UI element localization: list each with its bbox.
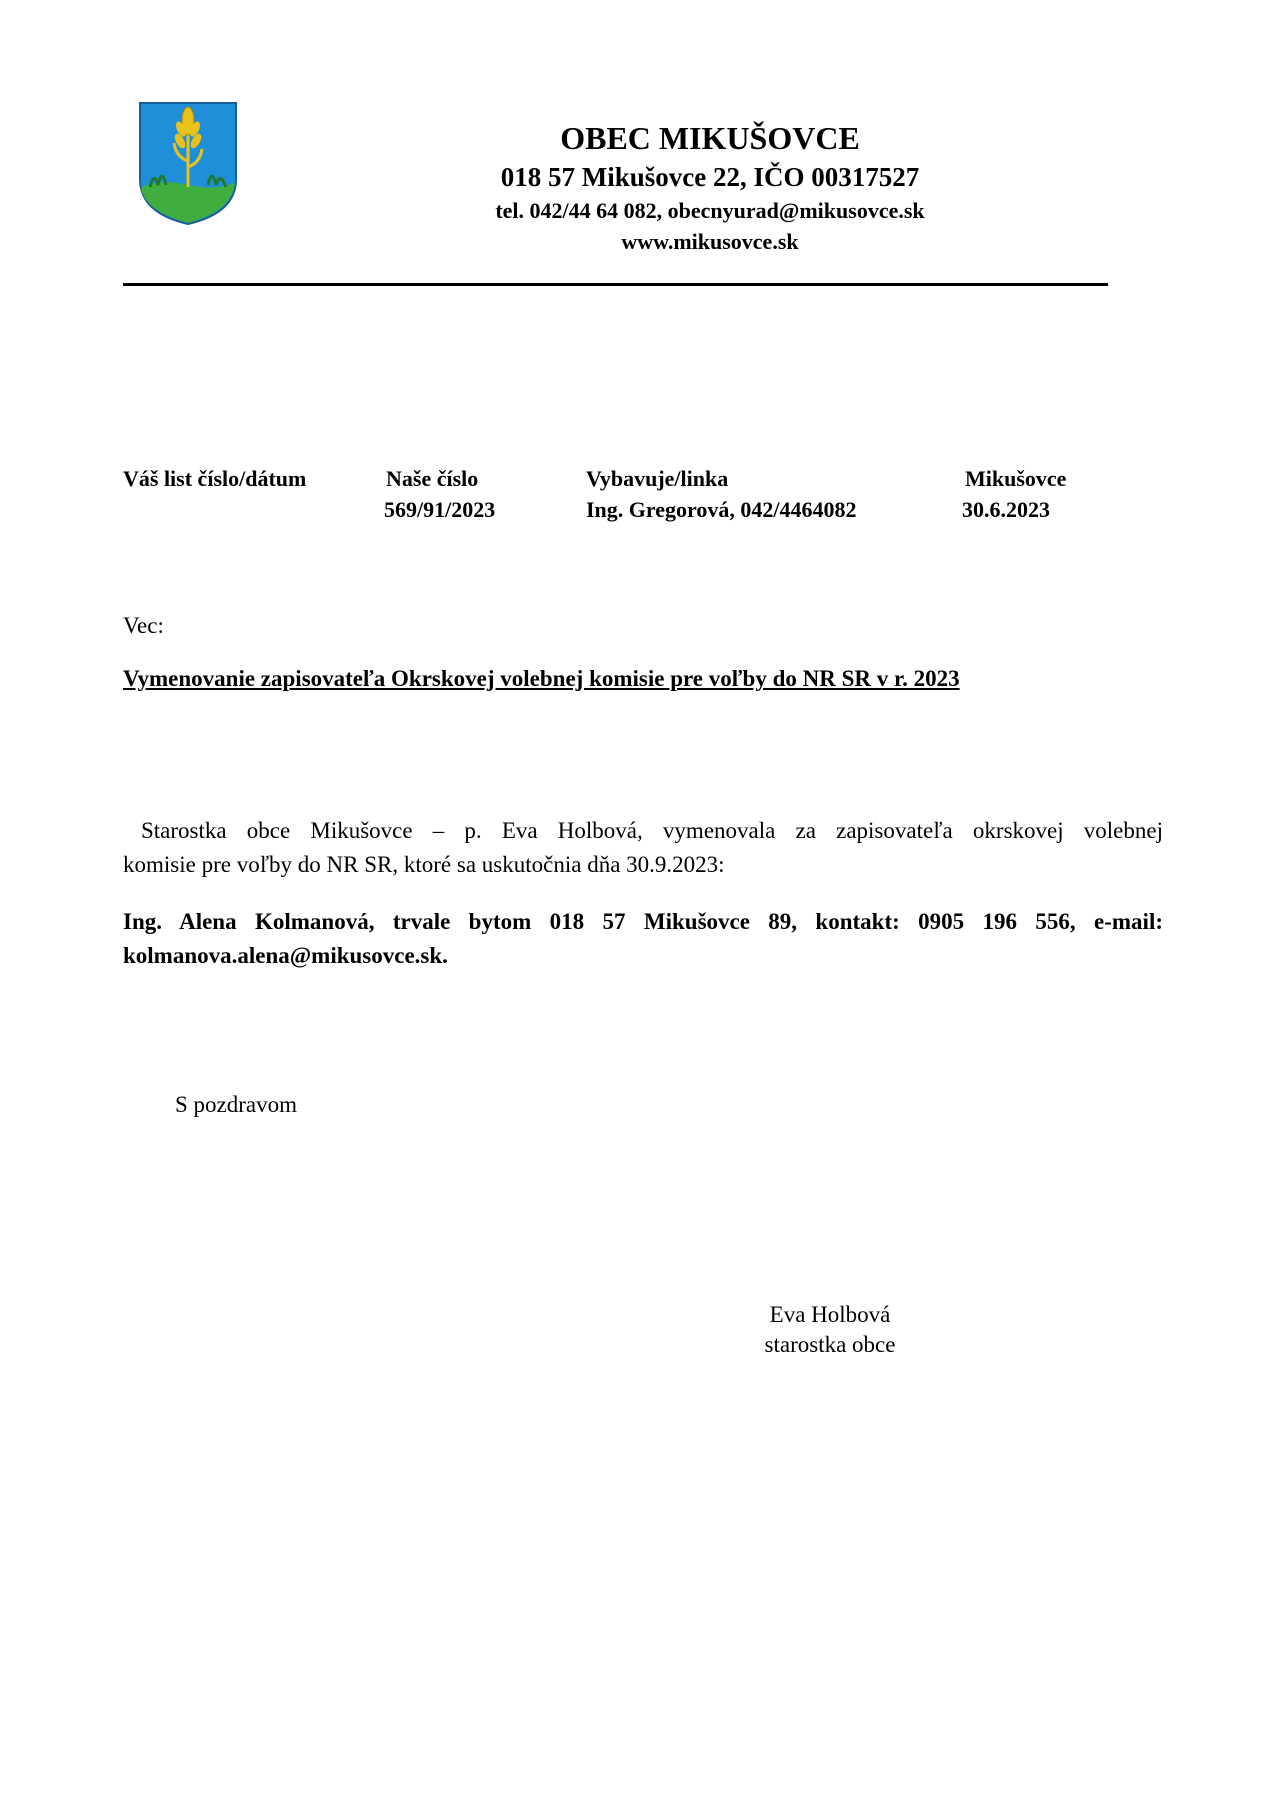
municipality-website: www.mikusovce.sk — [621, 229, 799, 254]
subject-label: Vec: — [123, 613, 164, 638]
body-paragraph — [123, 814, 1163, 882]
your-letter-label: Váš list číslo/dátum — [123, 466, 307, 491]
body-line-1: Starostka obce Mikušovce – p. Eva Holbová, vymenovala za zapisovateľa okrskovej volebnej — [141, 818, 1163, 843]
our-number-label: Naše číslo — [386, 466, 479, 491]
appointee-line-2: kolmanova.alena@mikusovce.sk. — [123, 943, 448, 968]
municipality-name: OBEC MIKUŠOVCE — [560, 120, 860, 156]
handled-by-label: Vybavuje/linka — [586, 466, 729, 491]
appointee-paragraph — [123, 905, 1163, 973]
header-divider — [123, 283, 1108, 286]
handled-by-value: Ing. Gregorová, 042/4464082 — [586, 497, 857, 522]
place-label: Mikušovce — [965, 466, 1067, 491]
municipal-coat-of-arms — [138, 101, 238, 226]
municipality-address: 018 57 Mikušovce 22, IČO 00317527 — [500, 162, 920, 192]
greeting: S pozdravom — [175, 1092, 298, 1117]
subject-line: Vymenovanie zapisovateľa Okrskovej volebnej komisie pre voľby do NR SR v r. 2023 — [123, 666, 960, 691]
appointee-line-1: Ing. Alena Kolmanová, trvale bytom 018 57 Mikušovce 89, kontakt: 0905 196 556, e-mail: — [123, 909, 1163, 934]
signatory-name: Eva Holbová — [769, 1302, 891, 1327]
body-line-2: komisie pre voľby do NR SR, ktoré sa uskutočnia dňa 30.9.2023: — [123, 852, 725, 877]
municipality-contact: tel. 042/44 64 082, obecnyurad@mikusovce.sk — [495, 198, 925, 223]
signatory-title: starostka obce — [764, 1332, 896, 1357]
our-number-value: 569/91/2023 — [384, 497, 496, 522]
letter-date: 30.6.2023 — [962, 497, 1050, 522]
